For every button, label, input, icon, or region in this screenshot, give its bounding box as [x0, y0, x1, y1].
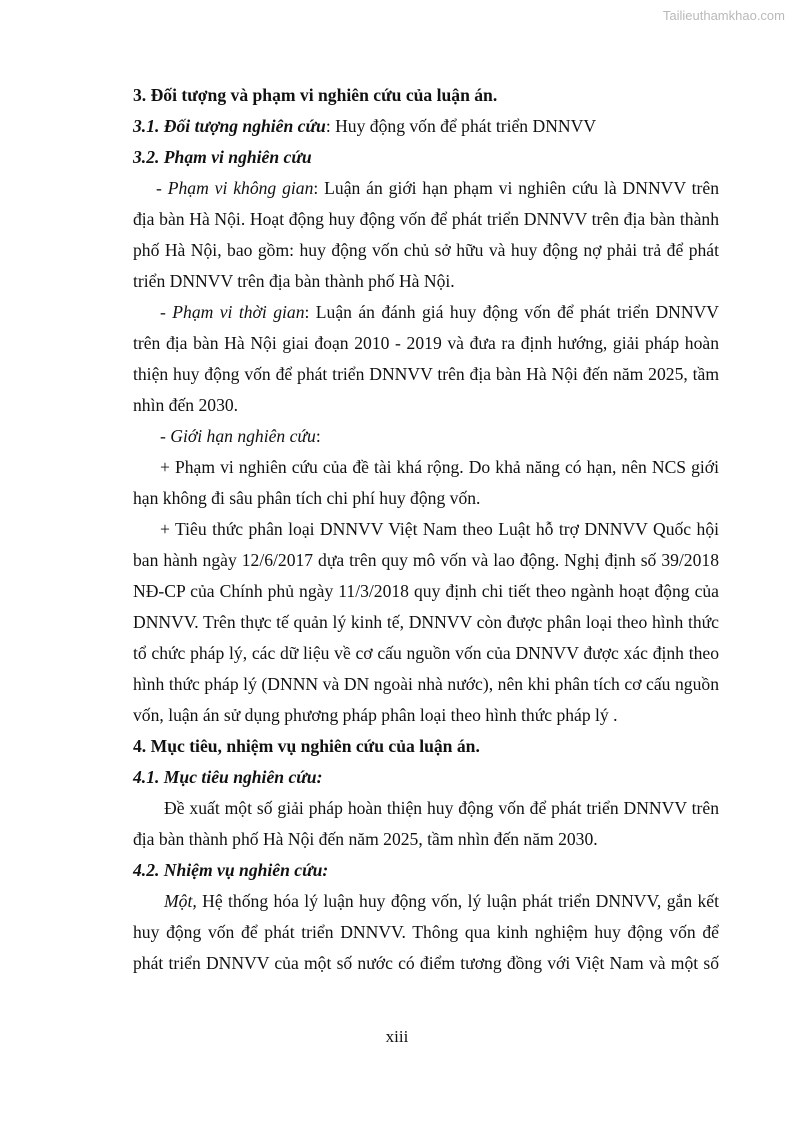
objective-line-2: địa bàn thành phố Hà Nội đến năm 2025, tầm nhìn đến năm 2030.	[133, 829, 598, 849]
limit-point-2-line-4: DNNVV. Trên thực tế quản lý kinh tế, DNNVV còn được phân loại theo hình thức	[133, 612, 719, 632]
section-3-1	[133, 115, 719, 137]
scope-space-label: Phạm vi không gian	[167, 178, 314, 198]
limit-point-1-line-1: + Phạm vi nghiên cứu của đề tài khá rộng. Do khả năng có hạn, nên NCS giới	[160, 457, 719, 477]
section-4-2-label: 4.2. Nhiệm vụ nghiên cứu:	[133, 860, 329, 880]
research-limit-heading	[160, 425, 746, 447]
scope-space-line-1	[156, 177, 719, 199]
scope-time-line-1	[160, 301, 719, 323]
text: : Luận án đánh giá huy động vốn để phát triển DNNVV	[304, 302, 719, 322]
limit-point-2-line-1: + Tiêu thức phân loại DNNVV Việt Nam theo Luật hỗ trợ DNNVV Quốc hội	[160, 519, 719, 539]
watermark: Tailieuthamkhao.com	[662, 8, 785, 23]
research-limit-label: - Giới hạn nghiên cứu	[160, 426, 316, 446]
scope-time-line-4: nhìn đến 2030.	[133, 395, 239, 415]
section-3-2-label: 3.2. Phạm vi nghiên cứu	[133, 147, 312, 167]
limit-point-2-line-2: ban hành ngày 12/6/2017 dựa trên quy mô vốn và lao động. Nghị định số 39/2018	[133, 550, 719, 570]
task-line-1	[164, 890, 719, 912]
text: : Luận án giới hạn phạm vi nghiên cứu là DNNVV trên	[313, 178, 719, 198]
colon: :	[315, 426, 321, 446]
section-3-1-label: 3.1. Đối tượng nghiên cứu	[133, 116, 326, 136]
limit-point-2-line-7: vốn, luận án sử dụng phương pháp phân loại theo hình thức pháp lý .	[133, 705, 618, 725]
scope-space-line-3: phố Hà Nội, bao gồm: huy động vốn chủ sở hữu và huy động nợ phải trả để phát	[133, 240, 719, 260]
task-line-2: huy động vốn để phát triển DNNVV. Thông qua kinh nghiệm huy động vốn để	[133, 922, 719, 942]
scope-time-line-2: trên địa bàn Hà Nội giai đoạn 2010 - 2019 và đưa ra định hướng, giải pháp hoàn	[133, 333, 719, 353]
objective-line-1: Đề xuất một số giải pháp hoàn thiện huy động vốn để phát triển DNNVV trên	[164, 798, 719, 818]
scope-space-line-2: địa bàn Hà Nội. Hoạt động huy động vốn để phát triển DNNVV trên địa bàn thành	[133, 209, 719, 229]
task-line-3: phát triển DNNVV của một số nước có điểm tương đồng với Việt Nam và một số	[133, 953, 719, 973]
page-number: xiii	[385, 1027, 409, 1046]
dash: -	[160, 302, 173, 322]
section-4-1-heading	[133, 766, 719, 788]
section-4-1-label: 4.1. Mục tiêu nghiên cứu:	[133, 767, 323, 787]
section-4-2-heading	[133, 859, 719, 881]
scope-space-line-4: triển DNNVV trên địa bàn thành phố Hà Nội.	[133, 271, 455, 291]
limit-point-2-line-3: NĐ-CP của Chính phủ ngày 11/3/2018 quy định chi tiết theo ngành hoạt động của	[133, 581, 719, 601]
section-3-1-text: : Huy động vốn để phát triển DNNVV	[325, 116, 597, 136]
dash: -	[156, 178, 168, 198]
scope-time-line-3: thiện huy động vốn để phát triển DNNVV trên địa bàn Hà Nội đến năm 2025, tầm	[133, 364, 719, 384]
task-ordinal: Một,	[164, 891, 197, 911]
section-3-heading: 3. Đối tượng và phạm vi nghiên cứu của luận án.	[133, 85, 498, 105]
limit-point-1-line-2: hạn không đi sâu phân tích chi phí huy động vốn.	[133, 488, 481, 508]
section-3-2-heading	[133, 146, 719, 168]
limit-point-2-line-5: tổ chức pháp lý, các dữ liệu về cơ cấu nguồn vốn của DNNVV được xác định theo	[133, 643, 719, 663]
section-4-heading: 4. Mục tiêu, nhiệm vụ nghiên cứu của luận án.	[133, 736, 480, 756]
limit-point-2-line-6: hình thức pháp lý (DNNN và DN ngoài nhà nước), nên khi phân tích cơ cấu nguồn	[133, 674, 719, 694]
text: Hệ thống hóa lý luận huy động vốn, lý luận phát triển DNNVV, gắn kết	[196, 891, 719, 911]
scope-time-label: Phạm vi thời gian	[172, 302, 305, 322]
